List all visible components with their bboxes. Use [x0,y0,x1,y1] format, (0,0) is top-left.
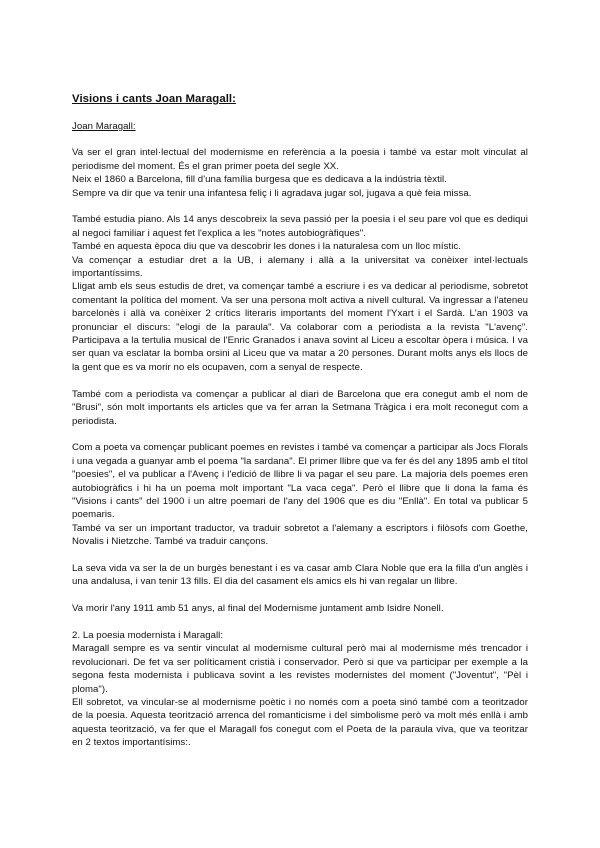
paragraph: També estudia piano. Als 14 anys descobreix la seva passió per la poesia i el seu pare vol que es dediqui al negoci familiar i aquest fet l'explica a les "notes autobiogràfiques". [72,214,528,239]
paragraph-spacer [72,374,528,387]
paragraph: Va ser el gran intel·lectual del modernisme en referència a la poesia i també va estar molt vinculat al periodisme del moment. És el gran primer poeta del segle XX. [72,147,528,172]
section-subtitle: Joan Maragall: [72,121,136,132]
paragraph: També com a periodista va començar a publicar al diari de Barcelona que era conegut amb el nom de "Brusi", són molt importants els articles que va fer arran la Setmana Tràgica i era molt reconegut com a periodista. [72,388,528,427]
paragraph: També va ser un important traductor, va traduir sobretot a l'alemany a escriptors i filòsofs com Goethe, Novalis i Nietzche. També va traduir cançons. [72,522,528,548]
paragraph-spacer [72,549,528,562]
paragraph: Com a poeta va començar publicant poemes en revistes i també va començar a participar als Jocs Florals i una vegada a guanyar amb el poema "la sardana". El primer llibre que va fer és del any 1895 amb el títol "poesies", el va publicar a l'Avenç i l'edició de llibre li va pagar el seu pare. La majoria dels poemes eren autobiogràfics i hi ha un poema molt important "La vaca cega". Però el llibre que li dona la fama és "Visions i cants" del 1900 i un altre poemari de l'any del 1906 que es diu "Enllà". En total va publicar 5 poemaris. [72,442,528,521]
document-page [72,92,528,750]
paragraph: Sempre va dir que va tenir una infantesa feliç i li agradava jugar sol, jugava a què feia missa. [72,187,472,199]
paragraph-spacer [72,589,528,602]
body-text [72,146,528,749]
paragraph: Lligat amb els seus estudis de dret, va començar també a escriure i es va dedicar al periodisme, sobretot comentant la política del moment. Va ser una persona molt activa a nivell cultural. Va ingressar a l'ateneu barcelonès i allà va conèixer 2 crítics literaris importants del moment l'Yxart i el Sardà. L'an 1903 va pronunciar el discurs: "elogi de la paraula". Va colaborar com a periodista a la revista "L'avenç". Participava a la tertulia musical de l'Enric Granados i anava sovint al Liceu a escoltar òpera i música. I va ser quan va esclatar la bomba orsini al Liceu que va matar a 20 persones. Durant molts anys els llocs de la gent que es va morir no els ocupaven, com a senyal de respecte. [72,281,528,373]
paragraph: Va començar a estudiar dret a la UB, i alemany i allà a la universitat va conèixer intel·lectuals importantíssims. [72,254,528,280]
paragraph: La seva vida va ser la de un burgès benestant i es va casar amb Clara Noble que era la filla d'un anglès i una andalusa, i van tenir 13 fills. El dia del casament els amics els hi van regalar un llibre. [72,562,528,588]
paragraph: Maragall sempre es va sentir vinculat al modernisme cultural però mai al modernisme més trencador i revolucionari. De fet va ser políticament cristià i conservador. Però si que va participar per exemple a la segona festa modernista i publicava sovint a les revistes modernistes del moment ("Joventut", "Pèl i ploma"). [72,643,528,695]
paragraph-spacer [72,616,528,629]
paragraph: Neix el 1860 a Barcelona, fill d'una família burgesa que es dedicava a la indústria tèxtil. [72,174,447,186]
paragraph-spacer [72,428,528,441]
paragraph: També en aquesta època diu que va descobrir les dones i la naturalesa com un lloc místic. [72,241,461,253]
paragraph: Va morir l'any 1911 amb 51 anys, al final del Modernisme juntament amb Isidre Nonell. [72,603,444,615]
document-title: Visions i cants Joan Maragall: [72,93,236,105]
paragraph: 2. La poesia modernista i Maragall: [72,629,224,641]
paragraph: Ell sobretot, va vincular-se al modernisme poètic i no només com a poeta sinó també com a teoritzador de la poesia. Aquesta teorització arrenca del romanticisme i del simbolisme però va molt més enllà i amb aquesta teorització, va fer que el Maragall fos conegut com el Poeta de la paraula viva, que va teoritzar en 2 textos importantísims:. [72,696,528,749]
paragraph-spacer [72,200,528,213]
